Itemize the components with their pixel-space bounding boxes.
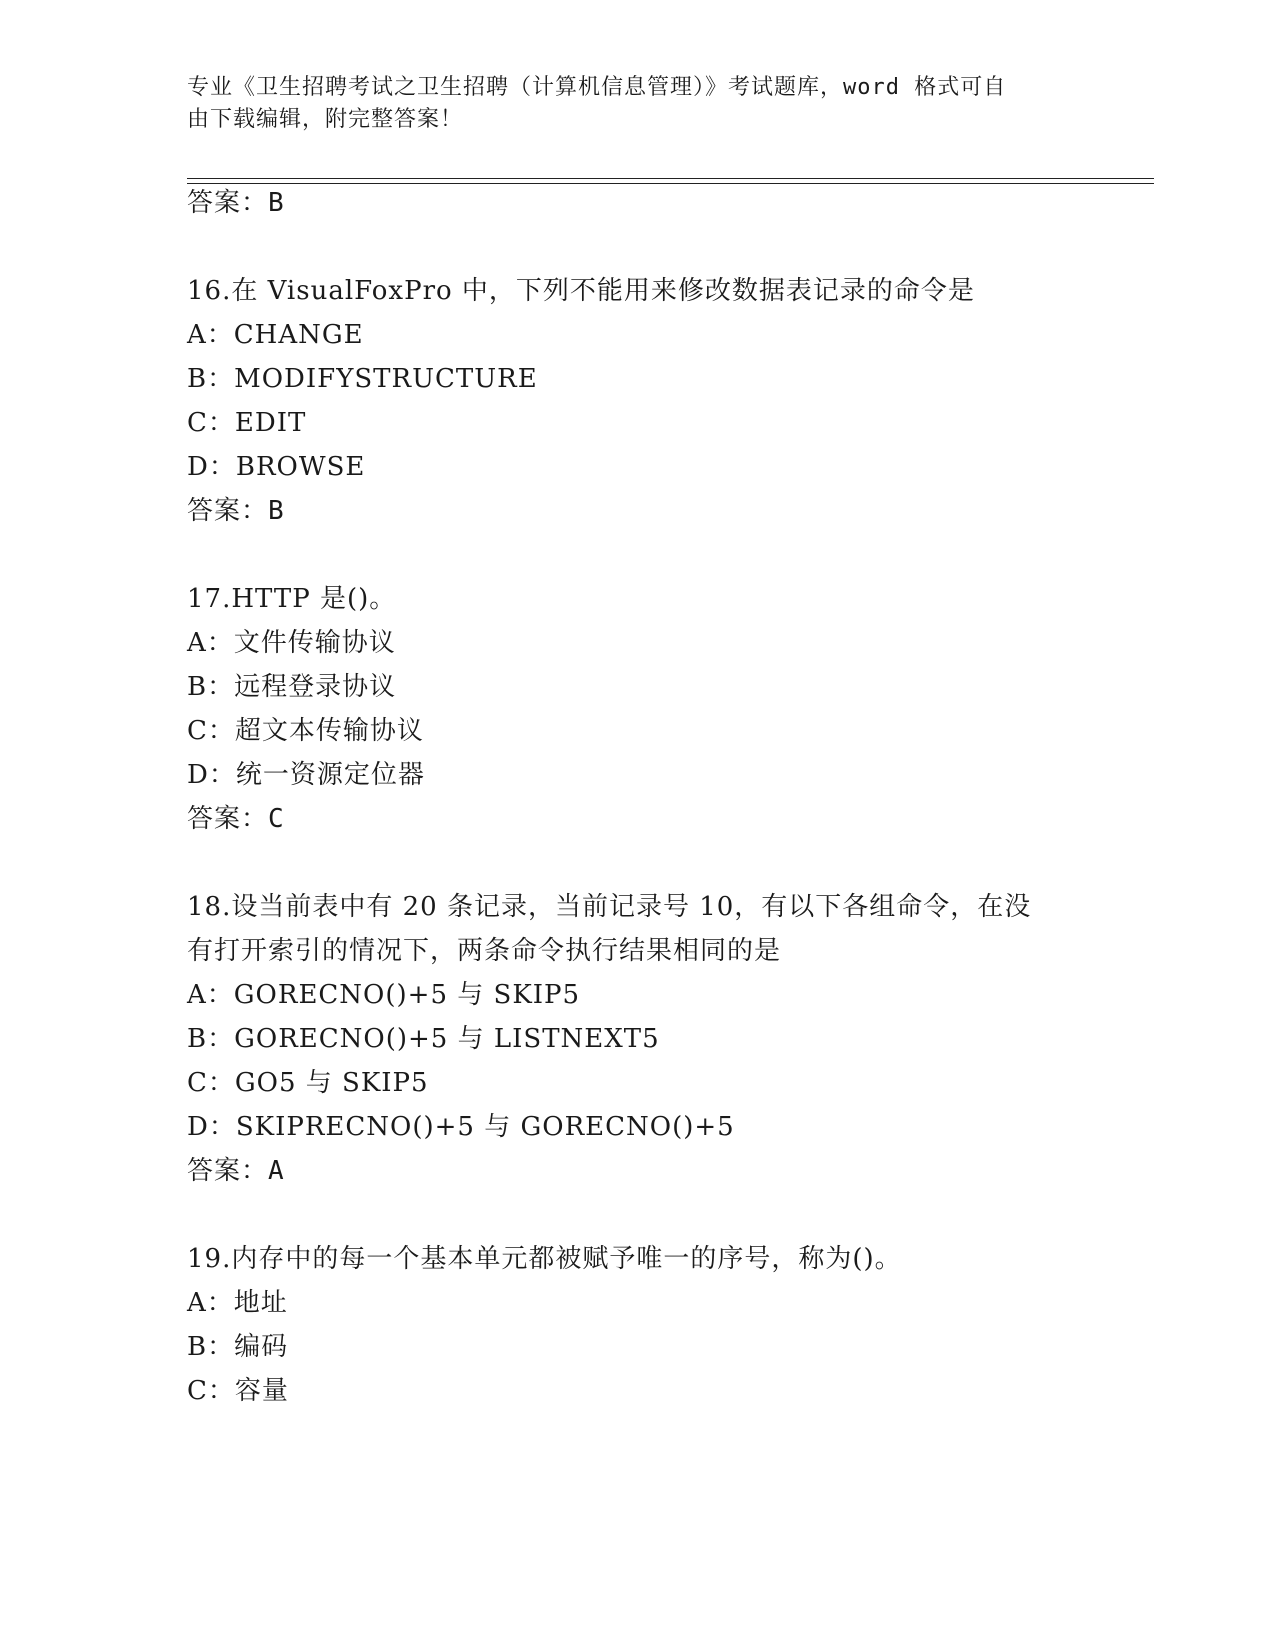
question-19-option-c: C：容量 [187,1376,289,1406]
question-17-option-a: A：文件传输协议 [187,628,396,658]
question-16-option-c: C：EDIT [187,408,307,438]
question-16-stem: 16.在 VisualFoxPro 中，下列不能用来修改数据表记录的命令是 [187,276,975,306]
header-divider-top [187,178,1154,179]
question-17-answer: 答案：C [187,804,285,834]
question-17-option-c: C：超文本传输协议 [187,716,424,746]
question-19-option-b: B：编码 [187,1332,289,1362]
question-16-option-d: D：BROWSE [187,452,366,482]
header-divider-bottom [187,183,1154,184]
document-header [187,72,1067,136]
question-18-option-b: B：GORECNO()+5 与 LISTNEXT5 [187,1024,660,1054]
question-18-stem-line-2: 有打开索引的情况下，两条命令执行结果相同的是 [187,936,782,966]
question-16-option-a: A：CHANGE [187,320,364,350]
question-18-option-d: D：SKIPRECNO()+5 与 GORECNO()+5 [187,1112,735,1142]
question-18-answer: 答案：A [187,1156,285,1186]
question-19-stem: 19.内存中的每一个基本单元都被赋予唯一的序号，称为()。 [187,1244,902,1274]
previous-answer: 答案：B [187,188,285,218]
question-17-option-b: B：远程登录协议 [187,672,397,702]
question-19-option-a: A：地址 [187,1288,288,1318]
question-18-stem-line-1: 18.设当前表中有 20 条记录，当前记录号 10，有以下各组命令，在没 [187,892,1032,922]
question-18-option-c: C：GO5 与 SKIP5 [187,1068,429,1098]
question-17-option-d: D：统一资源定位器 [187,760,425,790]
question-16-option-b: B：MODIFYSTRUCTURE [187,364,538,394]
question-18-option-a: A：GORECNO()+5 与 SKIP5 [187,980,581,1010]
header-line-1: 专业《卫生招聘考试之卫生招聘（计算机信息管理）》考试题库，word 格式可自 [187,75,1007,100]
header-line-2: 由下载编辑，附完整答案！ [187,107,464,132]
question-16-answer: 答案：B [187,496,285,526]
question-17-stem: 17.HTTP 是()。 [187,584,397,614]
